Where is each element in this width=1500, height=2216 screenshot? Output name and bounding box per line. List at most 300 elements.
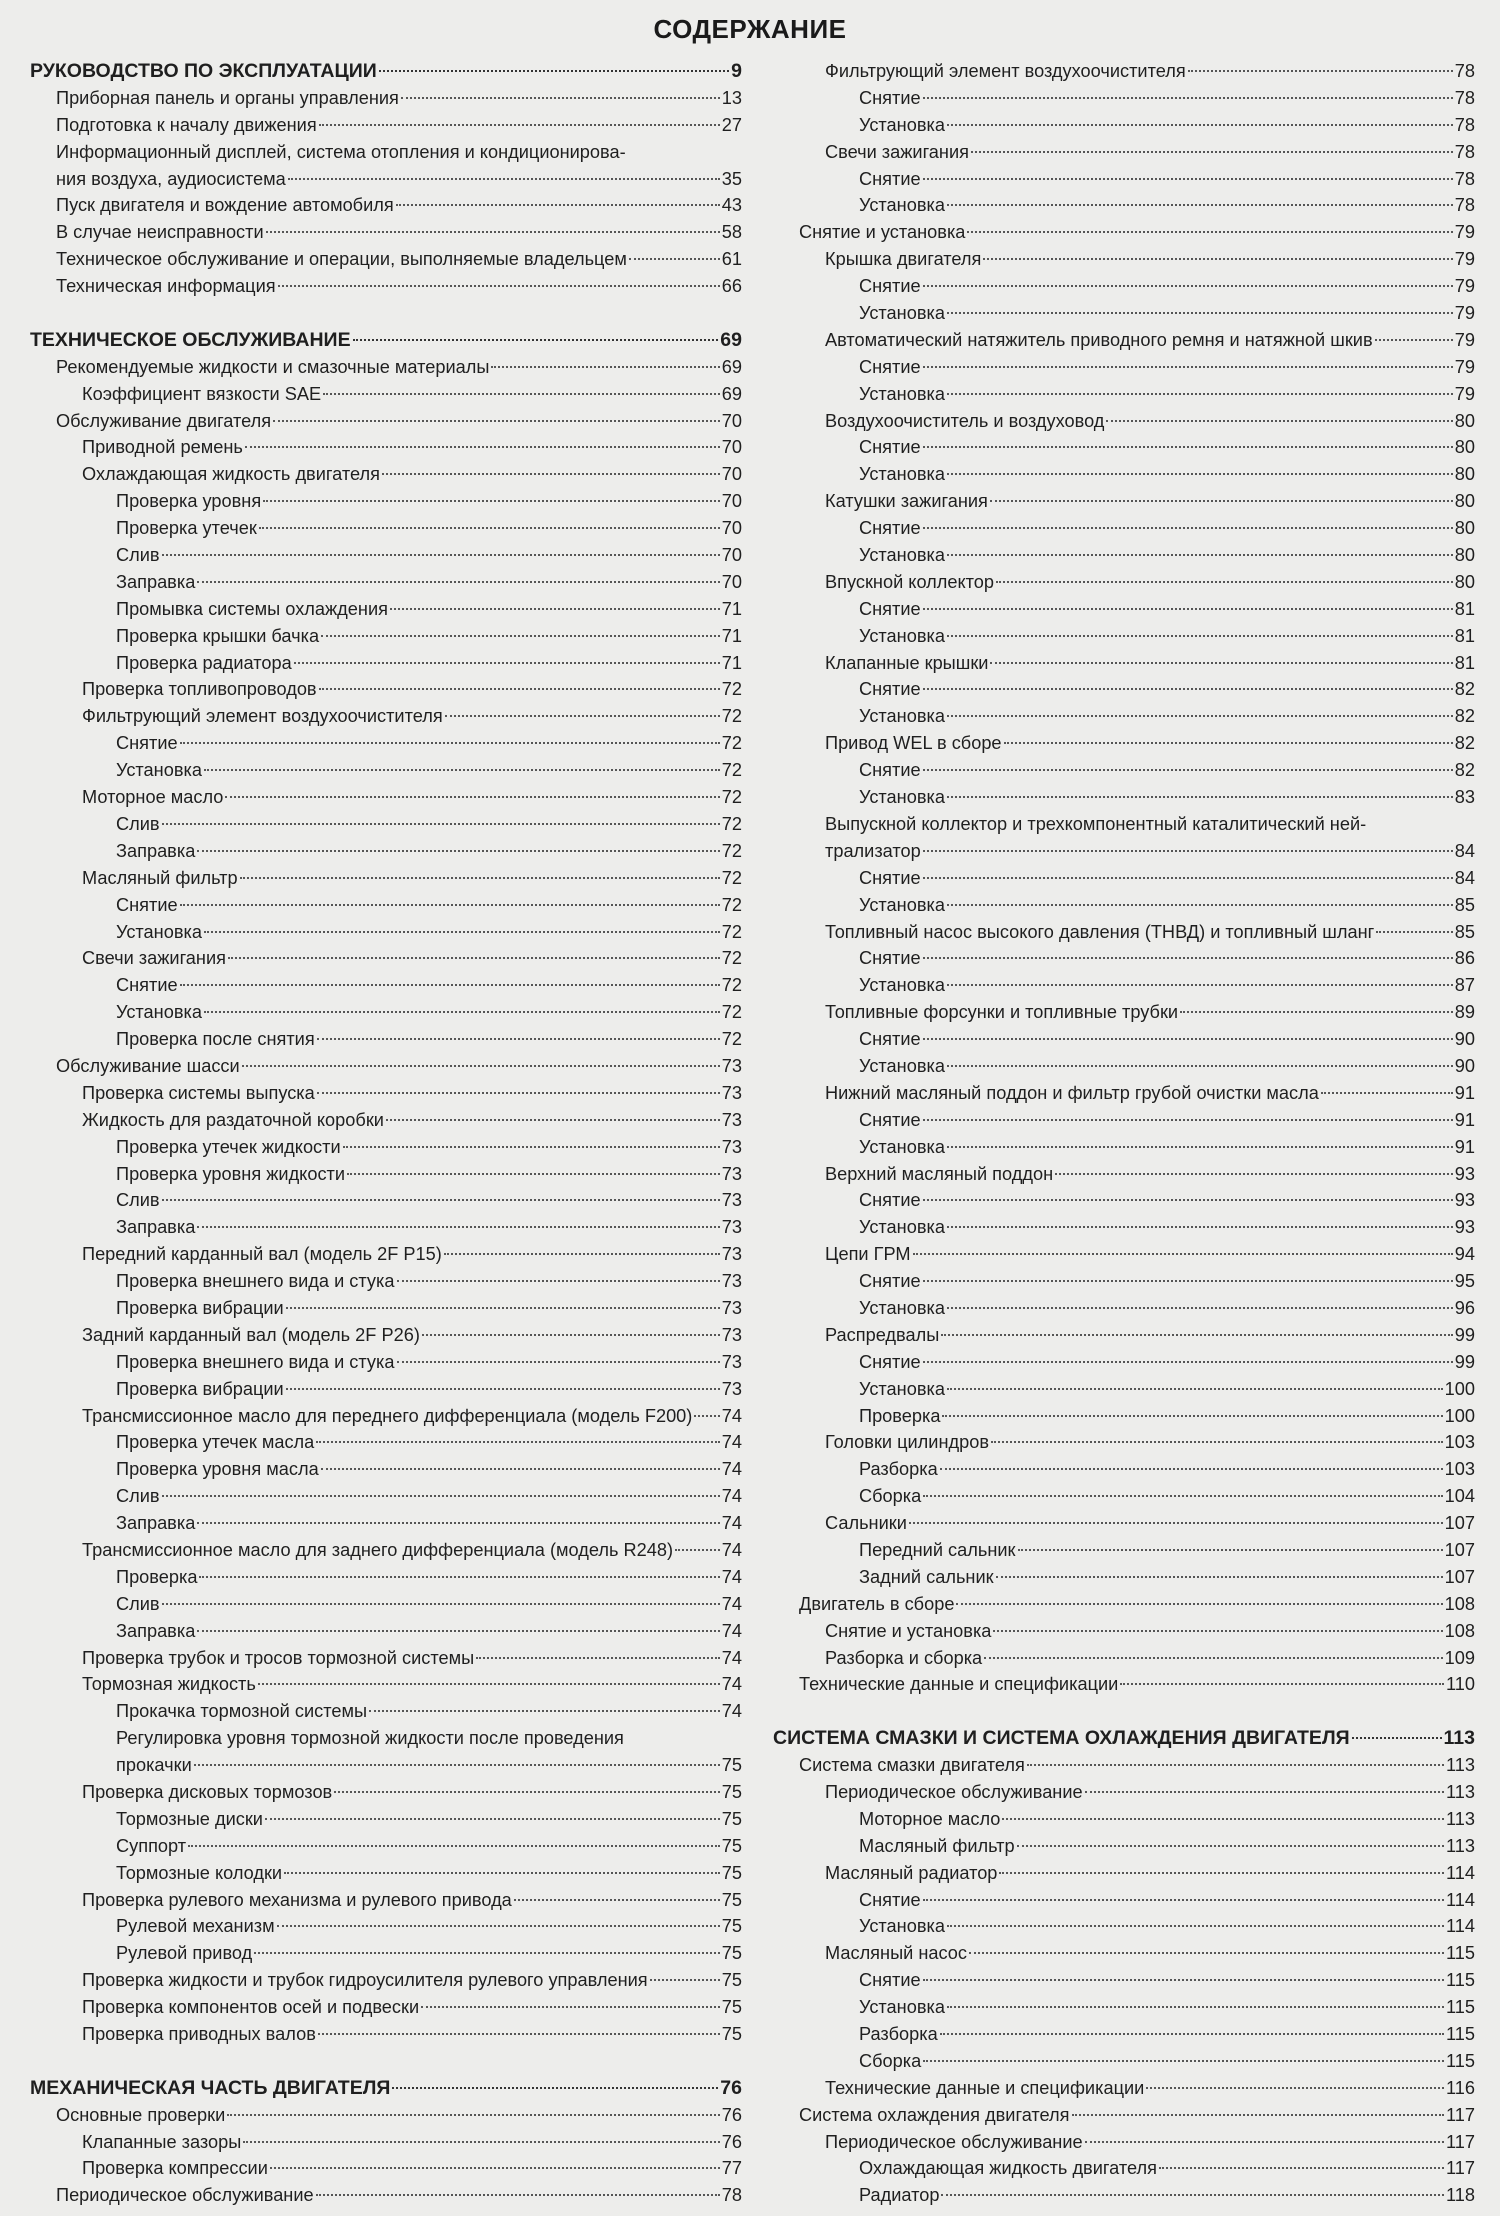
- toc-page-number: 76: [721, 2104, 742, 2125]
- toc-entry: [30, 1725, 742, 1752]
- toc-entry-title: Заправка: [116, 1620, 196, 1641]
- toc-dot-leader: [188, 1845, 720, 1847]
- toc-entry: [773, 919, 1475, 946]
- toc-dot-leader: [629, 258, 720, 260]
- toc-entry-title: Задний карданный вал (модель 2F P26): [82, 1324, 420, 1345]
- toc-dot-leader: [258, 1683, 720, 1685]
- toc-dot-leader: [947, 204, 1453, 206]
- toc-entry: [773, 515, 1475, 542]
- toc-dot-leader: [923, 366, 1453, 368]
- toc-entry: [30, 811, 742, 838]
- toc-entry: [30, 1241, 742, 1268]
- toc-section-heading: [30, 327, 742, 354]
- toc-entry-title: Суппорт: [116, 1835, 187, 1856]
- toc-entry: [30, 1026, 742, 1053]
- toc-dot-leader: [1085, 2141, 1444, 2143]
- toc-entry: [30, 542, 742, 569]
- toc-entry-title: Радиатор: [859, 2185, 940, 2206]
- toc-entry-title: Выпускной коллектор и трехкомпонентный каталитический ней-: [825, 813, 1367, 834]
- toc-entry: [30, 999, 742, 1026]
- toc-right-column: [773, 58, 1475, 2209]
- toc-entry: [773, 273, 1475, 300]
- toc-page-number: 91: [1454, 1136, 1475, 1157]
- toc-entry: [30, 1671, 742, 1698]
- toc-dot-leader: [947, 796, 1453, 798]
- toc-dot-leader: [947, 393, 1453, 395]
- toc-dot-leader: [316, 2194, 720, 2196]
- toc-page-number: 74: [721, 1513, 742, 1534]
- toc-page-number: 73: [721, 1190, 742, 1211]
- toc-dot-leader: [204, 931, 720, 933]
- toc-dot-leader: [204, 1011, 720, 1013]
- toc-entry-title: Снятие: [859, 1889, 921, 1910]
- toc-page-number: 78: [1454, 87, 1475, 108]
- toc-entry: [30, 1349, 742, 1376]
- toc-page-number: 94: [1454, 1244, 1475, 1265]
- toc-entry: [30, 1967, 742, 1994]
- toc-entry-title: Коэффициент вязкости SAE: [82, 383, 322, 404]
- toc-page-number: 73: [721, 1351, 742, 1372]
- toc-dot-leader: [909, 1522, 1443, 1524]
- toc-page-number: 76: [721, 2131, 742, 2152]
- toc-entry-title: Фильтрующий элемент воздухоочистителя: [82, 706, 443, 727]
- toc-entry: [773, 1483, 1475, 1510]
- toc-entry-title: Разборка: [859, 1459, 938, 1480]
- toc-entry: [773, 2048, 1475, 2075]
- toc-dot-leader: [923, 446, 1453, 448]
- toc-page-number: 61: [721, 249, 742, 270]
- toc-entry-title: Крышка двигателя: [825, 249, 982, 270]
- toc-dot-leader: [923, 769, 1453, 771]
- toc-page-number: 115: [1446, 2024, 1475, 2045]
- toc-entry-title: ТЕХНИЧЕСКОЕ ОБСЛУЖИВАНИЕ: [30, 328, 351, 351]
- toc-entry: [30, 972, 742, 999]
- toc-page-number: 77: [721, 2158, 742, 2179]
- toc-entry-title: Проверка трубок и тросов тормозной системы: [82, 1647, 475, 1668]
- toc-dot-leader: [491, 366, 719, 368]
- toc-dot-leader: [956, 1603, 1442, 1605]
- toc-dot-leader: [947, 2006, 1444, 2008]
- toc-page-number: 74: [721, 1539, 742, 1560]
- toc-page-number: 70: [721, 571, 742, 592]
- toc-page-number: 110: [1446, 1674, 1475, 1695]
- toc-dot-leader: [278, 285, 720, 287]
- toc-dot-leader: [369, 1710, 720, 1712]
- toc-entry-title: Основные проверки: [56, 2104, 226, 2125]
- toc-entry: [30, 219, 742, 246]
- toc-dot-leader: [990, 500, 1453, 502]
- toc-entry-title: Слив: [116, 1486, 160, 1507]
- toc-dot-leader: [1120, 1683, 1444, 1685]
- toc-dot-leader: [317, 1092, 720, 1094]
- toc-entry: [773, 1833, 1475, 1860]
- toc-entry-title: Приборная панель и органы управления: [56, 87, 399, 108]
- toc-page-number: 66: [721, 276, 742, 297]
- toc-entry: [773, 166, 1475, 193]
- toc-entry: [30, 1080, 742, 1107]
- toc-entry-title: Топливные форсунки и топливные трубки: [825, 1002, 1179, 1023]
- toc-entry: [773, 381, 1475, 408]
- toc-dot-leader: [353, 339, 719, 341]
- toc-entry: [30, 1564, 742, 1591]
- toc-page-number: 73: [721, 1163, 742, 1184]
- toc-dot-leader: [991, 1441, 1443, 1443]
- toc-page-number: 75: [721, 1997, 742, 2018]
- toc-entry-title: Топливный насос высокого давления (ТНВД) и топливный шланг: [825, 921, 1375, 942]
- toc-dot-leader: [162, 1199, 720, 1201]
- toc-page-number: 9: [731, 60, 742, 82]
- toc-dot-leader: [1352, 1737, 1442, 1739]
- toc-page-number: 113: [1443, 1727, 1475, 1750]
- toc-entry: [773, 1053, 1475, 1080]
- toc-page-number: 72: [721, 894, 742, 915]
- toc-page-number: 115: [1446, 1997, 1475, 2018]
- toc-dot-leader: [923, 2060, 1444, 2062]
- toc-entry-title: Автоматический натяжитель приводного ремня и натяжной шкив: [825, 329, 1373, 350]
- toc-dot-leader: [1072, 2114, 1444, 2116]
- page-title: СОДЕРЖАНИЕ: [653, 14, 847, 44]
- toc-dot-leader: [392, 2087, 718, 2089]
- toc-page-number: 82: [1454, 706, 1475, 727]
- toc-dot-leader: [197, 1522, 719, 1524]
- toc-entry: [773, 1994, 1475, 2021]
- toc-entry: [30, 1833, 742, 1860]
- toc-page-number: 70: [721, 410, 742, 431]
- toc-page-number: 80: [1454, 491, 1475, 512]
- toc-page-number: 72: [721, 706, 742, 727]
- toc-dot-leader: [940, 1468, 1443, 1470]
- toc-entry-title: Цепи ГРМ: [825, 1244, 911, 1265]
- toc-dot-leader: [444, 1253, 720, 1255]
- toc-page-number: 74: [721, 1405, 742, 1426]
- toc-entry: [773, 2021, 1475, 2048]
- toc-entry: [30, 757, 742, 784]
- toc-dot-leader: [923, 178, 1453, 180]
- toc-entry-title: Двигатель в сборе: [799, 1593, 955, 1614]
- toc-entry-title: Рекомендуемые жидкости и смазочные материалы: [56, 356, 490, 377]
- toc-page-number: 80: [1454, 437, 1475, 458]
- toc-entry-title: прокачки: [116, 1755, 192, 1776]
- toc-dot-leader: [947, 984, 1453, 986]
- toc-dot-leader: [923, 1495, 1442, 1497]
- toc-dot-leader: [1376, 931, 1452, 933]
- toc-page-number: 104: [1444, 1486, 1475, 1507]
- toc-entry: [773, 676, 1475, 703]
- toc-dot-leader: [321, 635, 720, 637]
- toc-dot-leader: [180, 984, 720, 986]
- toc-dot-leader: [286, 1307, 720, 1309]
- toc-entry: [30, 1376, 742, 1403]
- toc-entry: [30, 112, 742, 139]
- toc-entry: [773, 300, 1475, 327]
- toc-entry-title: Обслуживание двигателя: [56, 410, 272, 431]
- toc-entry: [773, 1456, 1475, 1483]
- toc-entry: [30, 1618, 742, 1645]
- toc-page-number: 93: [1454, 1163, 1475, 1184]
- toc-page-number: 90: [1454, 1029, 1475, 1050]
- toc-page-number: 79: [1454, 356, 1475, 377]
- toc-dot-leader: [242, 1065, 720, 1067]
- toc-entry-title: Технические данные и спецификации: [799, 1674, 1119, 1695]
- toc-entry-title: Техническая информация: [56, 276, 276, 297]
- toc-entry: [773, 1940, 1475, 1967]
- toc-page-number: 79: [1454, 303, 1475, 324]
- toc-entry-title: Проверка рулевого механизма и рулевого привода: [82, 1889, 512, 1910]
- toc-page-number: 71: [721, 625, 742, 646]
- toc-dot-leader: [947, 473, 1453, 475]
- toc-page-number: 13: [721, 87, 742, 108]
- toc-entry: [773, 972, 1475, 999]
- toc-page-number: 91: [1454, 1082, 1475, 1103]
- toc-page-number: 80: [1454, 571, 1475, 592]
- toc-entry-title: Тормозные колодки: [116, 1862, 283, 1883]
- toc-section-heading: [773, 1725, 1475, 1752]
- toc-entry-title: Рулевой привод: [116, 1943, 253, 1964]
- toc-entry: [30, 2129, 742, 2156]
- toc-page-number: 100: [1444, 1405, 1475, 1426]
- toc-entry: [30, 461, 742, 488]
- toc-entry-title: Головки цилиндров: [825, 1432, 990, 1453]
- toc-entry-title: Проверка вибрации: [116, 1297, 284, 1318]
- toc-dot-leader: [996, 1576, 1443, 1578]
- toc-page-number: 74: [721, 1486, 742, 1507]
- toc-dot-leader: [650, 1979, 720, 1981]
- toc-page-number: 27: [721, 114, 742, 135]
- toc-entry-title: Задний сальник: [859, 1566, 994, 1587]
- toc-dot-leader: [1188, 70, 1453, 72]
- toc-entry: [30, 1483, 742, 1510]
- toc-dot-leader: [397, 1361, 720, 1363]
- toc-dot-leader: [194, 1764, 720, 1766]
- toc-page-number: 81: [1454, 625, 1475, 646]
- toc-dot-leader: [947, 1146, 1453, 1148]
- toc-page-number: 99: [1454, 1324, 1475, 1345]
- toc-page-number: 74: [721, 1566, 742, 1587]
- toc-dot-leader: [323, 393, 720, 395]
- toc-entry-title: Установка: [859, 706, 945, 727]
- toc-dot-leader: [294, 662, 720, 664]
- toc-entry: [773, 1913, 1475, 1940]
- toc-page-number: 70: [721, 464, 742, 485]
- toc-entry-title: Моторное масло: [82, 787, 224, 808]
- toc-entry: [30, 381, 742, 408]
- toc-page-number: 89: [1454, 1002, 1475, 1023]
- toc-dot-leader: [1159, 2167, 1444, 2169]
- toc-dot-leader: [316, 1441, 719, 1443]
- toc-dot-leader: [197, 850, 719, 852]
- toc-entry: [773, 1268, 1475, 1295]
- toc-entry: [30, 945, 742, 972]
- toc-page-number: 69: [721, 356, 742, 377]
- toc-entry: [30, 1752, 742, 1779]
- toc-page-number: 81: [1454, 652, 1475, 673]
- toc-dot-leader: [396, 204, 720, 206]
- toc-entry-title: Масляный насос: [825, 1943, 968, 1964]
- toc-entry-title: Проверка: [116, 1566, 198, 1587]
- toc-page-number: 78: [1454, 114, 1475, 135]
- toc-page-number: 73: [721, 1324, 742, 1345]
- toc-entry-title: Промывка системы охлаждения: [116, 598, 388, 619]
- toc-dot-leader: [993, 1630, 1442, 1632]
- toc-entry-title: Проверка утечек жидкости: [116, 1136, 341, 1157]
- toc-page-number: 70: [721, 437, 742, 458]
- toc-page-number: 74: [721, 1459, 742, 1480]
- toc-entry: [30, 1429, 742, 1456]
- toc-dot-leader: [197, 581, 719, 583]
- toc-dot-leader: [913, 1253, 1453, 1255]
- toc-page-number: 75: [721, 1808, 742, 1829]
- toc-entry-title: Масляный фильтр: [859, 1835, 1015, 1856]
- toc-page-number: 72: [721, 679, 742, 700]
- toc-dot-leader: [204, 769, 720, 771]
- toc-dot-leader: [923, 688, 1453, 690]
- toc-dot-leader: [941, 1334, 1452, 1336]
- toc-page-number: 115: [1446, 2050, 1475, 2071]
- toc-entry-title: Передний карданный вал (модель 2F P15): [82, 1244, 442, 1265]
- toc-dot-leader: [379, 70, 729, 72]
- toc-entry: [30, 166, 742, 193]
- toc-entry-title: Снятие: [859, 679, 921, 700]
- toc-page-number: 73: [721, 1271, 742, 1292]
- toc-entry: [30, 2182, 742, 2209]
- toc-entry: [773, 892, 1475, 919]
- toc-entry-title: Установка: [859, 1217, 945, 1238]
- toc-entry-title: Тормозные диски: [116, 1808, 263, 1829]
- toc-entry-title: Воздухоочиститель и воздуховод: [825, 410, 1105, 431]
- toc-entry-title: Впускной коллектор: [825, 571, 995, 592]
- toc-entry-title: Снятие: [116, 975, 178, 996]
- toc-page-number: 75: [721, 1782, 742, 1802]
- toc-entry: [773, 2182, 1475, 2209]
- toc-entry: [773, 1618, 1475, 1645]
- toc-entry: [30, 408, 742, 435]
- toc-entry: [773, 757, 1475, 784]
- toc-entry-title: Снятие: [859, 1271, 921, 1292]
- toc-entry: [30, 703, 742, 730]
- toc-entry: [30, 1510, 742, 1537]
- toc-entry: [30, 1806, 742, 1833]
- toc-page-number: 93: [1454, 1190, 1475, 1211]
- toc-entry-title: Проверка внешнего вида и стука: [116, 1351, 395, 1372]
- toc-entry-title: Проверка уровня масла: [116, 1459, 319, 1480]
- toc-entry: [30, 1645, 742, 1672]
- toc-page-number: 71: [721, 652, 742, 673]
- toc-entry-title: Снятие: [859, 276, 921, 297]
- toc-dot-leader: [180, 742, 720, 744]
- toc-dot-leader: [947, 635, 1453, 637]
- toc-entry-title: Технические данные и спецификации: [825, 2077, 1145, 2098]
- toc-page-number: 93: [1454, 1217, 1475, 1238]
- toc-dot-leader: [445, 715, 720, 717]
- toc-page-number: 70: [721, 545, 742, 566]
- toc-page-number: 79: [1454, 329, 1475, 350]
- toc-entry: [773, 1349, 1475, 1376]
- toc-entry-title: Проверка утечек масла: [116, 1432, 315, 1453]
- toc-entry-title: Снятие: [859, 168, 921, 189]
- toc-page-number: 114: [1446, 1916, 1475, 1937]
- toc-dot-leader: [947, 1388, 1443, 1390]
- toc-entry-title: Тормозная жидкость: [82, 1674, 256, 1695]
- toc-entry-title: Установка: [859, 1916, 945, 1937]
- toc-entry: [30, 246, 742, 273]
- toc-entry-title: Клапанные зазоры: [82, 2131, 242, 2152]
- toc-entry: [773, 434, 1475, 461]
- toc-entry-title: В случае неисправности: [56, 222, 264, 243]
- toc-dot-leader: [969, 1952, 1444, 1954]
- toc-entry-title: Прокачка тормозной системы: [116, 1701, 368, 1722]
- toc-dot-leader: [1027, 1764, 1444, 1766]
- toc-dot-leader: [947, 715, 1453, 717]
- toc-entry-title: Проверка внешнего вида и стука: [116, 1271, 395, 1292]
- toc-entry: [30, 892, 742, 919]
- toc-entry-title: Установка: [859, 787, 945, 808]
- toc-entry-title: МЕХАНИЧЕСКАЯ ЧАСТЬ ДВИГАТЕЛЯ: [30, 2076, 391, 2099]
- toc-entry: [773, 1214, 1475, 1241]
- toc-dot-leader: [1085, 1791, 1444, 1793]
- toc-entry-title: Снятие: [859, 87, 921, 108]
- toc-page-number: 117: [1446, 2131, 1475, 2152]
- toc-entry: [773, 1860, 1475, 1887]
- toc-dot-leader: [1321, 1092, 1453, 1094]
- toc-entry: [773, 112, 1475, 139]
- toc-entry-title: Техническое обслуживание и операции, выполняемые владельцем: [56, 249, 627, 270]
- toc-entry: [773, 1591, 1475, 1618]
- toc-entry: [773, 596, 1475, 623]
- toc-entry: [773, 1564, 1475, 1591]
- toc-entry: [773, 327, 1475, 354]
- toc-entry: [773, 219, 1475, 246]
- toc-entry: [773, 542, 1475, 569]
- toc-entry-title: Клапанные крышки: [825, 652, 989, 673]
- toc-entry: [30, 730, 742, 757]
- toc-page-number: 72: [721, 1002, 742, 1023]
- toc-dot-leader: [397, 1280, 720, 1282]
- toc-entry-title: Снятие: [859, 1351, 921, 1372]
- toc-entry-title: Снятие: [116, 894, 178, 915]
- toc-dot-leader: [382, 473, 720, 475]
- toc-entry: [773, 1376, 1475, 1403]
- toc-page-number: 82: [1454, 760, 1475, 781]
- toc-page-number: 43: [721, 195, 742, 216]
- toc-entry: [773, 865, 1475, 892]
- toc-page-number: 82: [1454, 733, 1475, 754]
- toc-page-number: 73: [721, 1244, 742, 1265]
- toc-dot-leader: [162, 554, 720, 556]
- toc-dot-leader: [923, 97, 1453, 99]
- toc-dot-leader: [227, 2114, 720, 2116]
- toc-entry-title: Снятие: [859, 1029, 921, 1050]
- toc-dot-leader: [923, 877, 1453, 879]
- toc-dot-leader: [923, 1899, 1444, 1901]
- toc-entry-title: Передний сальник: [859, 1539, 1016, 1560]
- toc-entry: [773, 1134, 1475, 1161]
- toc-entry: [30, 2155, 742, 2182]
- toc-entry-title: Система охлаждения двигателя: [799, 2104, 1070, 2125]
- toc-entry-title: Слив: [116, 1593, 160, 1614]
- toc-dot-leader: [240, 877, 720, 879]
- toc-page-number: 114: [1446, 1862, 1475, 1883]
- toc-dot-leader: [270, 2167, 720, 2169]
- toc-entry-title: Распредвалы: [825, 1324, 940, 1345]
- toc-entry: [30, 1322, 742, 1349]
- toc-entry: [30, 1403, 742, 1430]
- toc-entry: [773, 1752, 1475, 1779]
- toc-dot-leader: [259, 527, 720, 529]
- toc-dot-leader: [1004, 742, 1453, 744]
- toc-page-number: 69: [721, 383, 742, 404]
- toc-dot-leader: [284, 1872, 720, 1874]
- toc-page-number: 100: [1444, 1378, 1475, 1399]
